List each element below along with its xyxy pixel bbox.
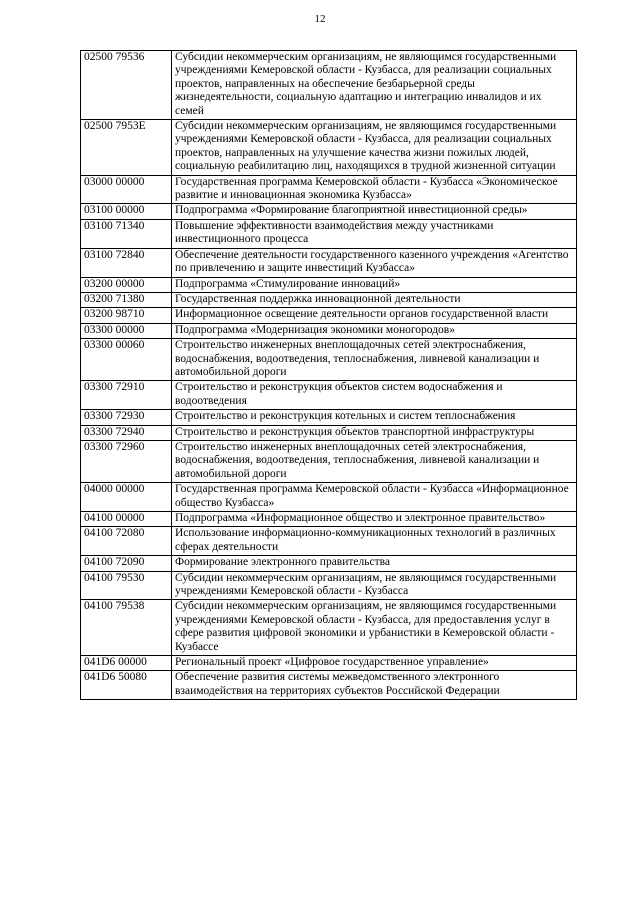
classification-description: Субсидии некоммерческим организациям, не являющимся государственными учреждениями Кемеровской области - Кузбасса, для реализации социальных проектов, направленных на улучшение качества жизни пожилых людей, социальную реабилитацию лиц, находящихся в трудной жизненной ситуации: [172, 120, 577, 176]
page-number: 12: [314, 13, 326, 25]
classification-code: 04100 79530: [81, 571, 172, 600]
table-row: [81, 175, 577, 204]
table-row: [81, 339, 577, 381]
table-row: [81, 512, 577, 527]
classification-description: Информационное освещение деятельности органов государственной власти: [172, 308, 577, 323]
classification-code: 03300 00060: [81, 339, 172, 381]
table-row: [81, 292, 577, 307]
classification-description: Повышение эффективности взаимодействия между участниками инвестиционного процесса: [172, 219, 577, 248]
classification-code: 04100 00000: [81, 512, 172, 527]
classification-code: 03300 72940: [81, 425, 172, 440]
table-row: [81, 571, 577, 600]
classification-code: 03100 00000: [81, 204, 172, 219]
classification-description: Подпрограмма «Модернизация экономики моногородов»: [172, 323, 577, 338]
classification-description: Обеспечение деятельности государственного казенного учреждения «Агентство по привлечению и защите инвестиций Кузбасса»: [172, 248, 577, 277]
classification-description: Подпрограмма «Стимулирование инноваций»: [172, 277, 577, 292]
table-row: [81, 440, 577, 482]
classification-description: Строительство инженерных внеплощадочных сетей электроснабжения, водоснабжения, водоотведения, теплоснабжения, ливневой канализации и автомобильной дороги: [172, 440, 577, 482]
table-row: [81, 656, 577, 671]
classification-description: Региональный проект «Цифровое государственное управление»: [172, 656, 577, 671]
classification-code: 03200 98710: [81, 308, 172, 323]
classification-description: Формирование электронного правительства: [172, 556, 577, 571]
classification-code: 03100 72840: [81, 248, 172, 277]
classification-description: Подпрограмма «Формирование благоприятной инвестиционной среды»: [172, 204, 577, 219]
classification-code: 02500 79536: [81, 51, 172, 120]
classification-code: 03200 00000: [81, 277, 172, 292]
classification-description: Строительство и реконструкция объектов систем водоснабжения и водоотведения: [172, 381, 577, 410]
classification-description: Обеспечение развития системы межведомственного электронного взаимодействия на территориях субъектов Российской Федерации: [172, 671, 577, 700]
classification-description: Строительство инженерных внеплощадочных сетей электроснабжения, водоснабжения, водоотведения, теплоснабжения, ливневой канализации и автомобильной дороги: [172, 339, 577, 381]
table-row: [81, 556, 577, 571]
classification-code: 03300 72930: [81, 410, 172, 425]
classification-code: 03300 72910: [81, 381, 172, 410]
classification-description: Субсидии некоммерческим организациям, не являющимся государственными учреждениями Кемеровской области - Кузбасса, для предоставления услуг в сфере развития цифровой экономики и урбанистики в Кемеровской области - Кузбассе: [172, 600, 577, 656]
classification-code: 04000 00000: [81, 483, 172, 512]
table-body: [81, 51, 577, 700]
table-row: [81, 425, 577, 440]
classification-code: 04100 72090: [81, 556, 172, 571]
classification-code: 02500 7953E: [81, 120, 172, 176]
classification-code: 041D6 00000: [81, 656, 172, 671]
classification-description: Государственная программа Кемеровской области - Кузбасса «Информационное общество Кузбасса»: [172, 483, 577, 512]
table-row: [81, 204, 577, 219]
table-row: [81, 381, 577, 410]
budget-classification-table: [80, 50, 577, 700]
classification-code: 041D6 50080: [81, 671, 172, 700]
classification-description: Использование информационно-коммуникационных технологий в различных сферах деятельности: [172, 527, 577, 556]
classification-code: 03300 72960: [81, 440, 172, 482]
classification-description: Строительство и реконструкция объектов транспортной инфраструктуры: [172, 425, 577, 440]
table-row: [81, 277, 577, 292]
table-row: [81, 308, 577, 323]
classification-description: Государственная поддержка инновационной деятельности: [172, 292, 577, 307]
classification-description: Строительство и реконструкция котельных и систем теплоснабжения: [172, 410, 577, 425]
classification-description: Субсидии некоммерческим организациям, не являющимся государственными учреждениями Кемеровской области - Кузбасса: [172, 571, 577, 600]
table-row: [81, 483, 577, 512]
classification-code: 04100 72080: [81, 527, 172, 556]
classification-description: Субсидии некоммерческим организациям, не являющимся государственными учреждениями Кемеровской области - Кузбасса, для реализации социальных проектов, направленных на обеспечение безбарьерной среды жизнедеятельности, социальную адаптацию и интеграцию инвалидов и их семей: [172, 51, 577, 120]
classification-code: 03200 71380: [81, 292, 172, 307]
classification-code: 03300 00000: [81, 323, 172, 338]
table-row: [81, 51, 577, 120]
table-row: [81, 600, 577, 656]
table-row: [81, 219, 577, 248]
table-row: [81, 527, 577, 556]
classification-code: 03100 71340: [81, 219, 172, 248]
classification-description: Государственная программа Кемеровской области - Кузбасса «Экономическое развитие и инновационная экономика Кузбасса»: [172, 175, 577, 204]
table-row: [81, 120, 577, 176]
table-row: [81, 248, 577, 277]
classification-code: 03000 00000: [81, 175, 172, 204]
table-row: [81, 671, 577, 700]
classification-code: 04100 79538: [81, 600, 172, 656]
table-row: [81, 323, 577, 338]
table-row: [81, 410, 577, 425]
classification-description: Подпрограмма «Информационное общество и электронное правительство»: [172, 512, 577, 527]
